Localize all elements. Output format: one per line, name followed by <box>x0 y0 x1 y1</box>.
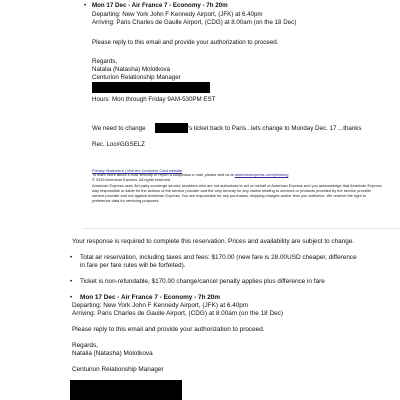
reply-signature-title: Centurion Relationship Manager <box>72 366 164 373</box>
quoted-hours: Hours: Mon through Friday 9AM-530PM EST <box>92 96 216 103</box>
footer-links[interactable]: Privacy Statement | Visit the Centurion Card website <box>92 168 183 173</box>
total-fare-line-1: Total air reservation, including taxes and fees: $170.00 (new fare is 28.00USD cheaper, difference <box>80 254 357 261</box>
redaction-block <box>92 82 210 93</box>
reply-signature-name: Natalia (Natasha) Molotkova <box>72 350 153 357</box>
footer-legal-2: way responsible or liable for the actions of the service provider and the only remedy for any claims relating to services or products provided by the service provider <box>92 188 372 193</box>
record-locator: Rec. Loc#GGSELZ <box>92 141 145 148</box>
total-fare-line-2: in fare per fare rules will be forfeited). <box>80 262 186 269</box>
quoted-regards: Regards, <box>92 58 118 65</box>
quoted-arriving: Arriving: Paris Charles de Gaulle Airport, (CDG) at 8.00am (on the 18 Dec) <box>92 19 297 26</box>
redaction-block <box>155 123 188 133</box>
redaction-block <box>70 380 182 400</box>
reply-request: Please reply to this email and provide your authorization to proceed. <box>72 326 265 333</box>
footer-legal-4: preference data for servicing purposes. <box>92 198 160 203</box>
footer-legal-3: service provider and not against American Express. You are responsible for any purchases, shipping charges and/or fees you authorize. We reserve the right to <box>92 193 366 198</box>
quoted-signature-name: Natalia (Natasha) Molotkova <box>92 66 171 73</box>
phishing-link[interactable]: americanexpress.com/phishing <box>234 172 289 177</box>
reply-regards: Regards, <box>72 342 98 349</box>
change-request-prefix: We need to change <box>92 125 146 132</box>
bullet-glyph: • <box>84 2 87 9</box>
bullet-glyph: • <box>70 294 73 301</box>
quoted-flight-line: Mon 17 Dec - Air France 7 - Economy - 7h 20m <box>92 2 228 9</box>
reply-departing: Departing: New York John F Kennedy Airport, (JFK) at 6.40pm <box>72 302 249 309</box>
divider <box>82 228 400 229</box>
quoted-reply-request: Please reply to this email and provide your authorization to proceed. <box>92 39 279 46</box>
quoted-signature-title: Centurion Relationship Manager <box>92 74 181 81</box>
footer-copyright: © 2015 American Express. All rights reserved <box>92 177 171 182</box>
reply-intro: Your response is required to complete this reservation. Prices and availability are subject to change. <box>72 238 355 245</box>
change-request-suffix: 's ticket back to Paris...lets change to Monday Dec. 17 ...thanks <box>188 125 362 132</box>
footer-legal-1: American Express uses 3rd party concierge service providers who are not authorized to act on behalf of American Express and you acknowledge that American Express <box>92 183 382 188</box>
quoted-email <box>82 0 400 236</box>
bullet-glyph: • <box>70 278 73 285</box>
footer-report-text: To learn more about e-mail security or report a suspicious e-mail, please visit us at <box>92 172 234 177</box>
bullet-glyph: • <box>70 254 73 261</box>
reply-flight-line: Mon 17 Dec - Air France 7 - Economy - 7h 20m <box>80 294 221 301</box>
quoted-departing: Departing: New York John F Kennedy Airport, (JFK) at 6.40pm <box>92 11 263 18</box>
reply-arriving: Arriving: Paris Charles de Gaulle Airport, (CDG) at 8.00am (on the 18 Dec) <box>72 310 283 317</box>
non-refundable-line: Ticket is non-refundable, $170.00 change/cancel penalty applies plus difference in fare <box>80 278 325 285</box>
